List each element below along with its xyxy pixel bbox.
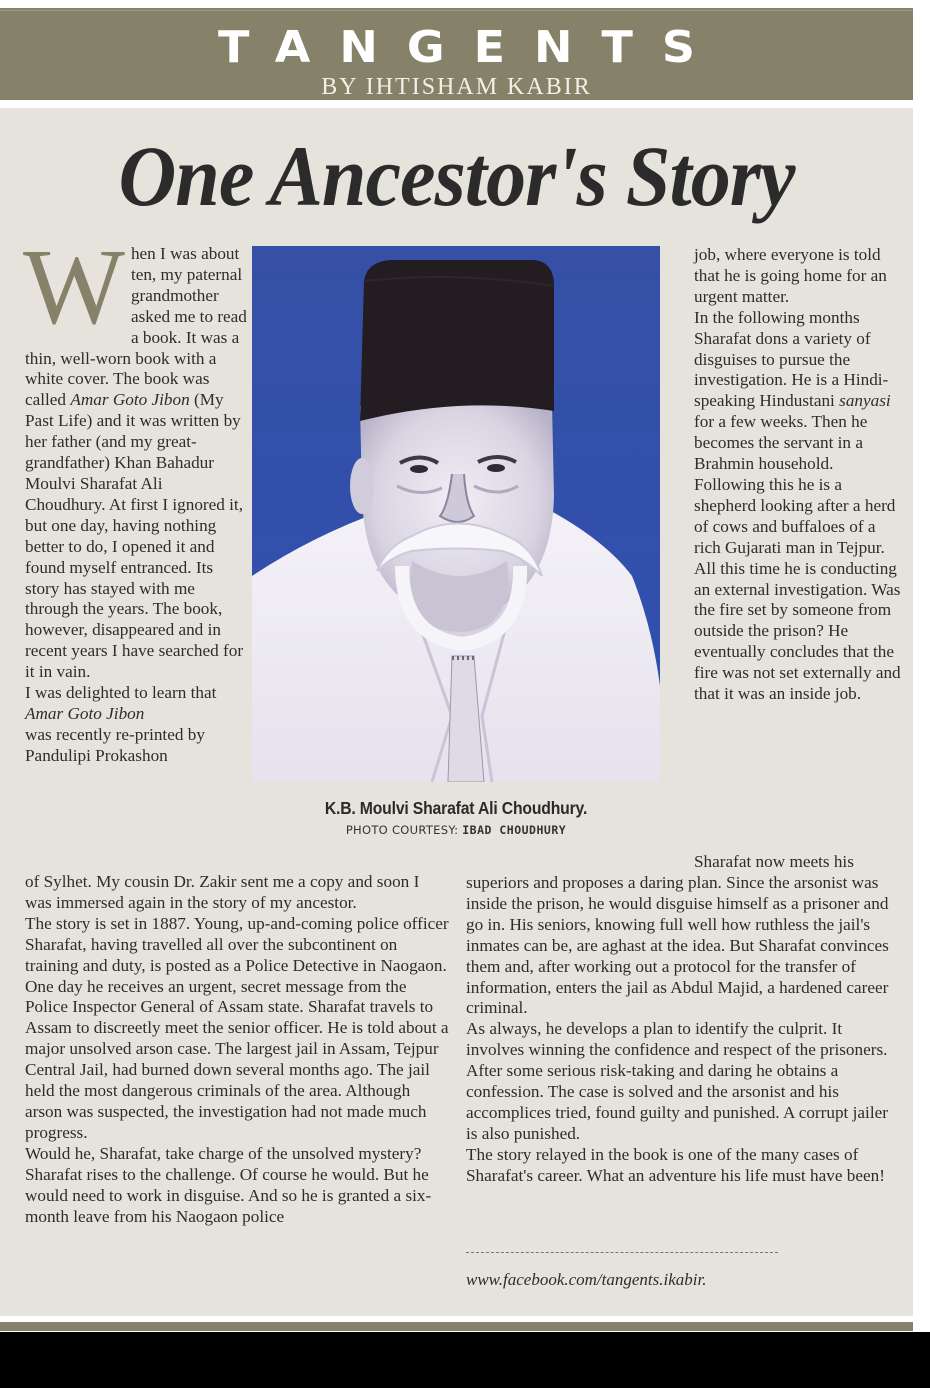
dashed-divider bbox=[466, 1252, 778, 1253]
paragraph: job, where everyone is told that he is going home for an urgent matter. bbox=[694, 245, 887, 306]
paragraph: superiors and proposes a daring plan. Since the arsonist was inside the prison, he would disguise himself as a prisoner and go in. His seniors, knowing full well how ruthless the jail's inmates can be, are aghast at the idea. But Sharafat convinces them and, after working out a protocol for the transfer of information, enters the jail as Abdul Majid, a hardened career criminal. bbox=[466, 873, 889, 1018]
byline: BY IHTISHAM KABIR bbox=[321, 74, 592, 100]
portrait-photo bbox=[252, 246, 660, 782]
article-headline: One Ancestor's Story bbox=[118, 128, 795, 224]
paragraph: Would he, Sharafat, take charge of the unsolved mystery? bbox=[25, 1143, 422, 1163]
book-title: Amar Goto Jibon bbox=[25, 703, 145, 723]
caption-title: K.B. Moulvi Sharafat Ali Choudhury. bbox=[324, 798, 588, 818]
article-column-1-continued bbox=[25, 872, 450, 1227]
book-title: Amar Goto Jibon bbox=[70, 390, 190, 410]
footer-band bbox=[0, 1322, 913, 1331]
column-header-band bbox=[0, 8, 913, 100]
article-column-3-tail bbox=[694, 852, 904, 873]
italic-term: sanyasi bbox=[839, 391, 891, 411]
paragraph: hen I was about ten, my paternal grandmother asked me to read a book. It was a thin, well-worn book with a white cover. The book was called Amar Goto Jibon (My Past Life) and it was written by her father (and my great-grandfather) Khan Bahadur Moulvi Sharafat Ali Choudhury. At first I ignored it, but one day, having nothing better to do, I opened it and found myself entranced. Its story has stayed with me through the years. The book, however, disappeared and in recent years I have searched for it in vain. bbox=[25, 244, 247, 682]
paragraph: In the following months Sharafat dons a variety of disguises to pursue the investigation. He is a Hindi-speaking Hindustani sanyasi for a few weeks. Then he becomes the servant in a Brahmin household. Following this he is a shepherd looking after a herd of cows and buffaloes of a rich Gujarati man in Tejpur. All this time he is conducting an external investigation. Was the fire set by someone from outside the prison? He eventually concludes that the fire was not set externally and that it was an inside job. bbox=[694, 307, 901, 704]
article-column-3 bbox=[694, 245, 904, 705]
paragraph: I was delighted to learn that Amar Goto Jibon was recently re-printed by Pandulipi Prokashon bbox=[25, 683, 217, 765]
paragraph: As always, he develops a plan to identify the culprit. It involves winning the confidence and respect of the prisoners. After some serious risk-taking and daring he obtains a confession. The case is solved and the arsonist and his accomplices tried, found guilty and punished. A corrupt jailer is also punished. bbox=[466, 1019, 888, 1143]
facebook-link[interactable]: www.facebook.com/tangents.ikabir. bbox=[466, 1270, 707, 1289]
article-column-2-lower bbox=[466, 873, 896, 1187]
photo-caption bbox=[252, 796, 660, 840]
black-bottom-margin bbox=[0, 1332, 930, 1388]
drop-cap: W bbox=[23, 228, 125, 347]
article-column-1 bbox=[23, 228, 247, 767]
photo-credit-name: IBAD CHOUDHURY bbox=[462, 823, 567, 837]
column-name: TANGENTS bbox=[217, 21, 725, 73]
paragraph: Sharafat now meets his bbox=[694, 852, 854, 871]
header-rule bbox=[0, 10, 913, 11]
portrait-image bbox=[252, 246, 660, 782]
paragraph: Sharafat rises to the challenge. Of course he would. But he would need to work in disguise. And so he is granted a six-month leave from his Naogaon police bbox=[25, 1164, 432, 1226]
paragraph: of Sylhet. My cousin Dr. Zakir sent me a copy and soon I was immersed again in the story of my ancestor. bbox=[25, 872, 420, 912]
paragraph: The story relayed in the book is one of the many cases of Sharafat's career. What an adventure his life must have been! bbox=[466, 1144, 885, 1185]
paragraph: The story is set in 1887. Young, up-and-coming police officer Sharafat, having travelled all over the subcontinent on training and duty, is posted as a Police Detective in Naogaon. One day he receives an urgent, secret message from the Police Inspector General of Assam state. Sharafat travels to Assam to discreetly meet the senior officer. He is told about a major unsolved arson case. The largest jail in Assam, Tejpur Central Jail, had burned down several months ago. The jail held the most dangerous criminals of the area. Although arson was suspected, the investigation had not made much progress. bbox=[25, 913, 449, 1142]
photo-credit: PHOTO COURTESY: IBAD CHOUDHURY bbox=[345, 823, 567, 837]
